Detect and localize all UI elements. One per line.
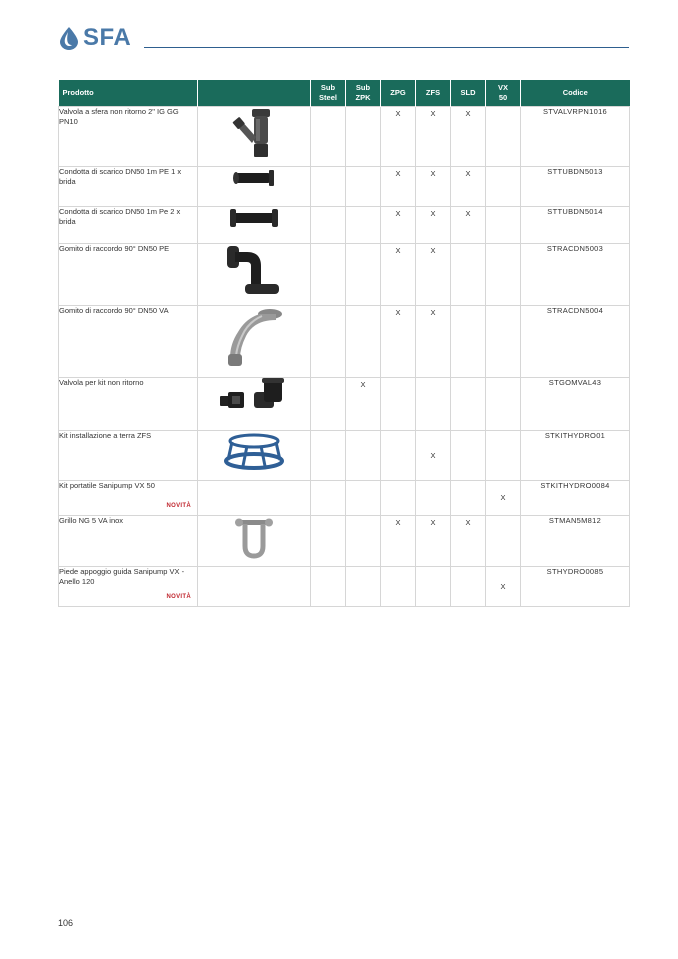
mark-sub-steel bbox=[311, 167, 346, 207]
mark-vx50 bbox=[486, 306, 521, 378]
mark-sub-steel bbox=[311, 107, 346, 167]
table-row bbox=[59, 516, 630, 567]
product-name: Kit installazione a terra ZFS bbox=[59, 431, 198, 481]
product-code: STVALVRPN1016 bbox=[521, 107, 630, 167]
col-prodotto: Prodotto bbox=[59, 80, 198, 107]
mark-vx50: X bbox=[486, 481, 521, 516]
mark-zpg: X bbox=[381, 167, 416, 207]
col-sld: SLD bbox=[451, 80, 486, 107]
valve-kit-icon bbox=[218, 378, 290, 414]
product-image bbox=[198, 481, 311, 516]
mark-zpg bbox=[381, 378, 416, 431]
table-row bbox=[59, 431, 630, 481]
sfa-logo bbox=[58, 25, 131, 51]
product-name: Valvola per kit non ritorno bbox=[59, 378, 198, 431]
mark-zfs bbox=[416, 378, 451, 431]
product-name: Valvola a sfera non ritorno 2" IG GG PN10 bbox=[59, 107, 198, 167]
table-row bbox=[59, 378, 630, 431]
pipe-two-flanges-icon bbox=[228, 207, 280, 229]
product-name-text: Kit portatile Sanipump VX 50 bbox=[59, 481, 155, 490]
product-name: Gomito di raccordo 90° DN50 PE bbox=[59, 244, 198, 306]
mark-vx50 bbox=[486, 167, 521, 207]
mark-sub-zpk bbox=[346, 167, 381, 207]
mark-vx50 bbox=[486, 431, 521, 481]
mark-sld bbox=[451, 431, 486, 481]
mark-vx50 bbox=[486, 207, 521, 244]
table-row bbox=[59, 481, 630, 516]
product-image bbox=[198, 431, 311, 481]
mark-sub-steel bbox=[311, 378, 346, 431]
table-row bbox=[59, 107, 630, 167]
mark-sld: X bbox=[451, 167, 486, 207]
mark-zfs: X bbox=[416, 167, 451, 207]
mark-sld bbox=[451, 567, 486, 607]
mark-sld bbox=[451, 244, 486, 306]
product-code: STHYDRO0085 bbox=[521, 567, 630, 607]
product-name: Gomito di raccordo 90° DN50 VA bbox=[59, 306, 198, 378]
mark-sld: X bbox=[451, 516, 486, 567]
floor-stand-ring-icon bbox=[223, 431, 285, 471]
col-zpg: ZPG bbox=[381, 80, 416, 107]
mark-sub-zpk bbox=[346, 107, 381, 167]
page-number: 106 bbox=[58, 918, 74, 928]
product-name-text: Piede appoggio guida Sanipump VX - Anello 120 bbox=[59, 567, 185, 586]
mark-zfs: X bbox=[416, 107, 451, 167]
table-header bbox=[59, 80, 630, 107]
col-sub-zpk: Sub ZPK bbox=[346, 80, 381, 107]
mark-sub-steel bbox=[311, 244, 346, 306]
product-image bbox=[198, 516, 311, 567]
table-row bbox=[59, 167, 630, 207]
mark-zfs: X bbox=[416, 306, 451, 378]
mark-sld bbox=[451, 481, 486, 516]
mark-sub-zpk bbox=[346, 567, 381, 607]
product-image bbox=[198, 306, 311, 378]
product-code: STKITHYDRO01 bbox=[521, 431, 630, 481]
mark-sub-zpk bbox=[346, 516, 381, 567]
elbow-steel-icon bbox=[224, 306, 284, 368]
mark-sub-steel bbox=[311, 481, 346, 516]
mark-zpg: X bbox=[381, 306, 416, 378]
col-zfs: ZFS bbox=[416, 80, 451, 107]
product-image bbox=[198, 567, 311, 607]
product-code: STTUBDN5013 bbox=[521, 167, 630, 207]
mark-sub-zpk bbox=[346, 207, 381, 244]
mark-sub-steel bbox=[311, 567, 346, 607]
table-row bbox=[59, 207, 630, 244]
mark-sld bbox=[451, 378, 486, 431]
table-row bbox=[59, 306, 630, 378]
product-image bbox=[198, 107, 311, 167]
col-codice: Codice bbox=[521, 80, 630, 107]
mark-sld: X bbox=[451, 207, 486, 244]
mark-sub-steel bbox=[311, 516, 346, 567]
col-sub-steel: Sub Steel bbox=[311, 80, 346, 107]
mark-vx50 bbox=[486, 516, 521, 567]
product-name: Condotta di scarico DN50 1m PE 1 x brida bbox=[59, 167, 198, 207]
mark-sub-zpk bbox=[346, 481, 381, 516]
mark-sub-zpk bbox=[346, 431, 381, 481]
elbow-pe-icon bbox=[225, 244, 283, 298]
mark-sld bbox=[451, 306, 486, 378]
product-name: Grillo NG 5 VA inox bbox=[59, 516, 198, 567]
table-row bbox=[59, 567, 630, 607]
novita-badge: NOVITÀ bbox=[166, 503, 191, 509]
mark-sld: X bbox=[451, 107, 486, 167]
mark-sub-steel bbox=[311, 431, 346, 481]
shackle-icon bbox=[234, 516, 274, 560]
mark-sub-zpk: X bbox=[346, 378, 381, 431]
product-image bbox=[198, 207, 311, 244]
product-name bbox=[59, 567, 198, 607]
product-code: STGOMVAL43 bbox=[521, 378, 630, 431]
mark-zpg bbox=[381, 431, 416, 481]
product-code: STRACDN5004 bbox=[521, 306, 630, 378]
mark-zpg: X bbox=[381, 516, 416, 567]
mark-zpg: X bbox=[381, 207, 416, 244]
mark-sub-zpk bbox=[346, 306, 381, 378]
product-code: STKITHYDRO0084 bbox=[521, 481, 630, 516]
pipe-one-flange-icon bbox=[231, 167, 277, 189]
mark-zfs: X bbox=[416, 431, 451, 481]
product-image bbox=[198, 167, 311, 207]
novita-badge: NOVITÀ bbox=[166, 594, 191, 600]
mark-sub-steel bbox=[311, 207, 346, 244]
col-vx50: VX 50 bbox=[486, 80, 521, 107]
mark-zpg: X bbox=[381, 107, 416, 167]
mark-zpg: X bbox=[381, 244, 416, 306]
mark-vx50 bbox=[486, 244, 521, 306]
table-row bbox=[59, 244, 630, 306]
header-rule bbox=[144, 47, 629, 48]
mark-zfs bbox=[416, 481, 451, 516]
accessories-table bbox=[58, 80, 630, 607]
product-code: STRACDN5003 bbox=[521, 244, 630, 306]
mark-zfs: X bbox=[416, 207, 451, 244]
mark-vx50 bbox=[486, 107, 521, 167]
product-image bbox=[198, 244, 311, 306]
mark-zpg bbox=[381, 567, 416, 607]
mark-zfs bbox=[416, 567, 451, 607]
col-image bbox=[198, 80, 311, 107]
product-image bbox=[198, 378, 311, 431]
water-drop-icon bbox=[58, 26, 80, 50]
mark-sub-steel bbox=[311, 306, 346, 378]
product-name bbox=[59, 481, 198, 516]
product-name: Condotta di scarico DN50 1m Pe 2 x brida bbox=[59, 207, 198, 244]
mark-zfs: X bbox=[416, 244, 451, 306]
mark-vx50 bbox=[486, 378, 521, 431]
mark-vx50: X bbox=[486, 567, 521, 607]
product-code: STTUBDN5014 bbox=[521, 207, 630, 244]
mark-zfs: X bbox=[416, 516, 451, 567]
product-code: STMAN5M812 bbox=[521, 516, 630, 567]
ball-check-valve-icon bbox=[232, 107, 276, 161]
brand-name: SFA bbox=[83, 24, 132, 51]
mark-zpg bbox=[381, 481, 416, 516]
mark-sub-zpk bbox=[346, 244, 381, 306]
